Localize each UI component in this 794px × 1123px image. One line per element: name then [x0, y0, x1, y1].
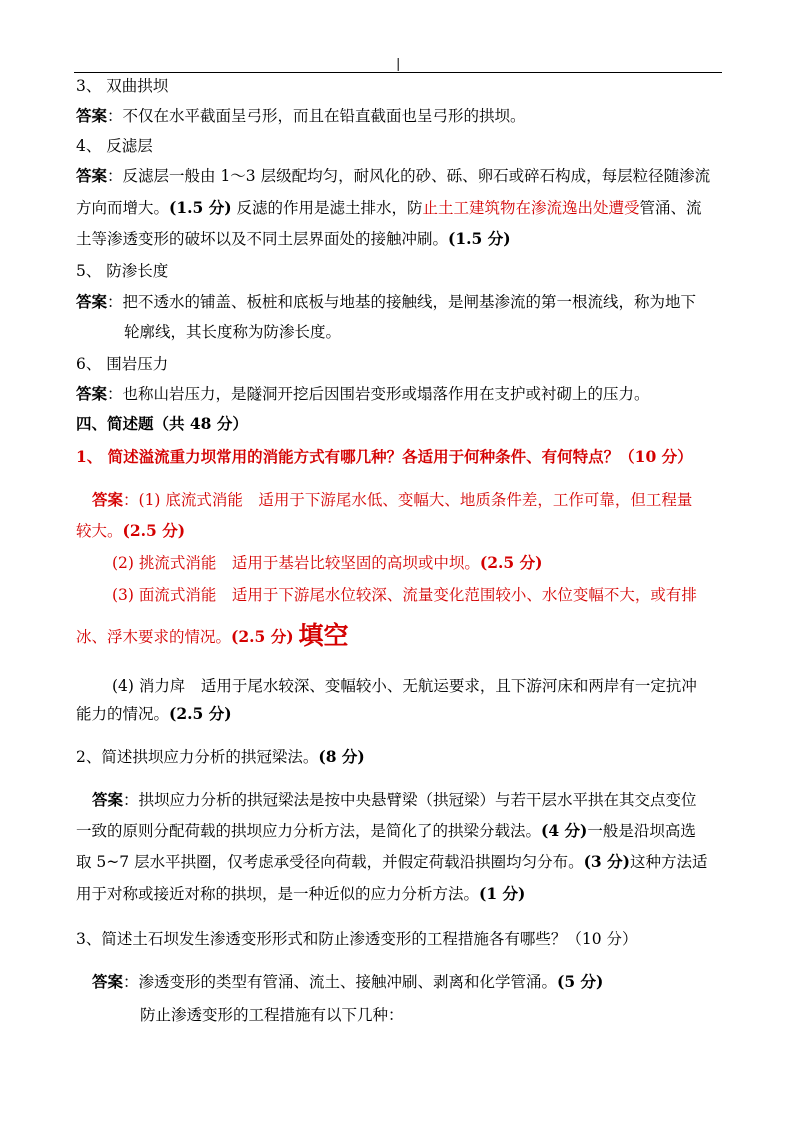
item-6-title: 6、 围岩压力 — [76, 355, 169, 373]
q2-answer-line-3 — [76, 852, 707, 872]
q1-answer-line-4 — [112, 585, 697, 605]
q1-answer-line-2 — [76, 521, 185, 541]
q1-answer-line-1 — [92, 490, 692, 510]
item-4-title: 4、 反滤层 — [76, 137, 153, 155]
answer-text: ：把不透水的铺盖、板桩和底板与地基的接触线，是闸基渗流的第一根流线，称为地下 — [107, 293, 697, 311]
answer-text: 反滤的作用是滤土排水，防 — [236, 199, 423, 217]
q1-answer-line-7 — [76, 704, 232, 724]
answer-text: 一致的原则分配荷载的拱坝应力分析方法，是简化了的拱梁分载法。 — [76, 822, 542, 840]
answer-text-highlight: 止土工建筑物在渗流逸出处遭受 — [422, 199, 640, 217]
answer-text: 方向而增大。 — [76, 199, 170, 217]
answer-text: 冰、浮木要求的情况。 — [76, 628, 232, 646]
item-4-answer-line-2 — [76, 198, 702, 218]
answer-label: 答案 — [76, 106, 108, 125]
q1-answer-line-5 — [76, 621, 349, 650]
score: (5 分) — [557, 972, 604, 991]
item-5-title: 5、 防渗长度 — [76, 262, 169, 280]
header-mark: | — [396, 57, 401, 72]
question-text: 2、简述拱坝应力分析的拱冠梁法。 — [76, 748, 319, 766]
item-3-title: 3、 双曲拱坝 — [76, 77, 169, 95]
q3-answer-line-2: 防止渗透变形的工程措施有以下几种： — [140, 1006, 404, 1024]
score: (4 分) — [541, 821, 588, 840]
item-3-answer — [76, 106, 526, 126]
answer-text: 用于对称或接近对称的拱坝，是一种近似的应力分析方法。 — [76, 885, 480, 903]
score: (8 分) — [318, 747, 365, 766]
score: (2.5 分) — [169, 704, 232, 723]
item-5-answer-line-2: 轮廓线，其长度称为防渗长度。 — [124, 323, 342, 341]
section-4-heading: 四、简述题（共 48 分） — [76, 414, 248, 433]
answer-label: 答案 — [92, 790, 124, 809]
question-2 — [76, 747, 365, 767]
score: (1.5 分) — [448, 229, 511, 248]
answer-text: ：渗透变形的类型有管涌、流土、接触冲刷、剥离和化学管涌。 — [123, 973, 558, 991]
answer-label: 答案 — [76, 166, 108, 185]
answer-text: (2) 挑流式消能 适用于基岩比较坚固的高坝或中坝。 — [112, 554, 480, 572]
answer-text: ：反滤层一般由 1～3 层级配均匀，耐风化的砂、砾、卵石或碎石构成，每层粒径随渗流 — [107, 167, 711, 185]
score: (3 分) — [583, 852, 630, 871]
q2-answer-line-4 — [76, 884, 525, 904]
item-6-answer — [76, 384, 650, 404]
score: (2.5 分) — [231, 627, 294, 646]
question-1: 1、 简述溢流重力坝常用的消能方式有哪几种？各适用于何种条件、有何特点？（10 分） — [76, 447, 693, 466]
score: (2.5 分) — [479, 553, 543, 572]
item-4-answer-line-3 — [76, 229, 511, 249]
q1-answer-line-6: (4) 消力戽 适用于尾水较深、变幅较小、无航运要求，且下游河床和两岸有一定抗冲 — [112, 677, 697, 695]
answer-text: 较大。 — [76, 522, 123, 540]
answer-text: (3) 面流式消能 适用于下游尾水位较深、流量变化范围较小、水位变幅不大，或有排 — [112, 586, 697, 604]
answer-text: 土等渗透变形的破坏以及不同土层界面处的接触冲刷。 — [76, 230, 449, 248]
header-rule — [74, 72, 722, 73]
question-3: 3、简述土石坝发生渗透变形形式和防止渗透变形的工程措施各有哪些？（10 分） — [76, 930, 638, 948]
answer-text: 能力的情况。 — [76, 705, 170, 723]
score: (1.5 分) — [169, 198, 232, 217]
answer-text: ：不仅在水平截面呈弓形，而且在铅直截面也呈弓形的拱坝。 — [107, 107, 526, 125]
answer-label: 答案 — [92, 972, 124, 991]
fill-blank-marker: 填空 — [298, 621, 349, 650]
answer-label: 答案 — [92, 490, 124, 509]
answer-text: ：拱坝应力分析的拱冠梁法是按中央悬臂梁（拱冠梁）与若干层水平拱在其交点变位 — [123, 791, 697, 809]
answer-text: ：也称山岩压力，是隧洞开挖后因围岩变形或塌落作用在支护或衬砌上的压力。 — [107, 385, 650, 403]
item-4-answer-line-1 — [76, 166, 710, 186]
q2-answer-line-2 — [76, 821, 696, 841]
score: (2.5 分) — [122, 521, 186, 540]
answer-label: 答案 — [76, 384, 108, 403]
answer-text: ：(1) 底流式消能 适用于下游尾水低、变幅大、地质条件差，工作可靠，但工程量 — [123, 491, 693, 509]
answer-text: 一般是沿坝高选 — [587, 822, 696, 840]
answer-text: 管涌、流 — [639, 199, 702, 217]
item-5-answer-line-1 — [76, 292, 696, 312]
score: (1 分) — [479, 884, 526, 903]
answer-text: 取 5~7 层水平拱圈，仅考虑承受径向荷载，并假定荷载沿拱圈均匀分布。 — [76, 853, 584, 871]
answer-text: 这种方法适 — [629, 853, 708, 871]
q1-answer-line-3 — [112, 553, 542, 573]
q3-answer-line-1 — [92, 972, 603, 992]
q2-answer-line-1 — [92, 790, 697, 810]
answer-label: 答案 — [76, 292, 108, 311]
